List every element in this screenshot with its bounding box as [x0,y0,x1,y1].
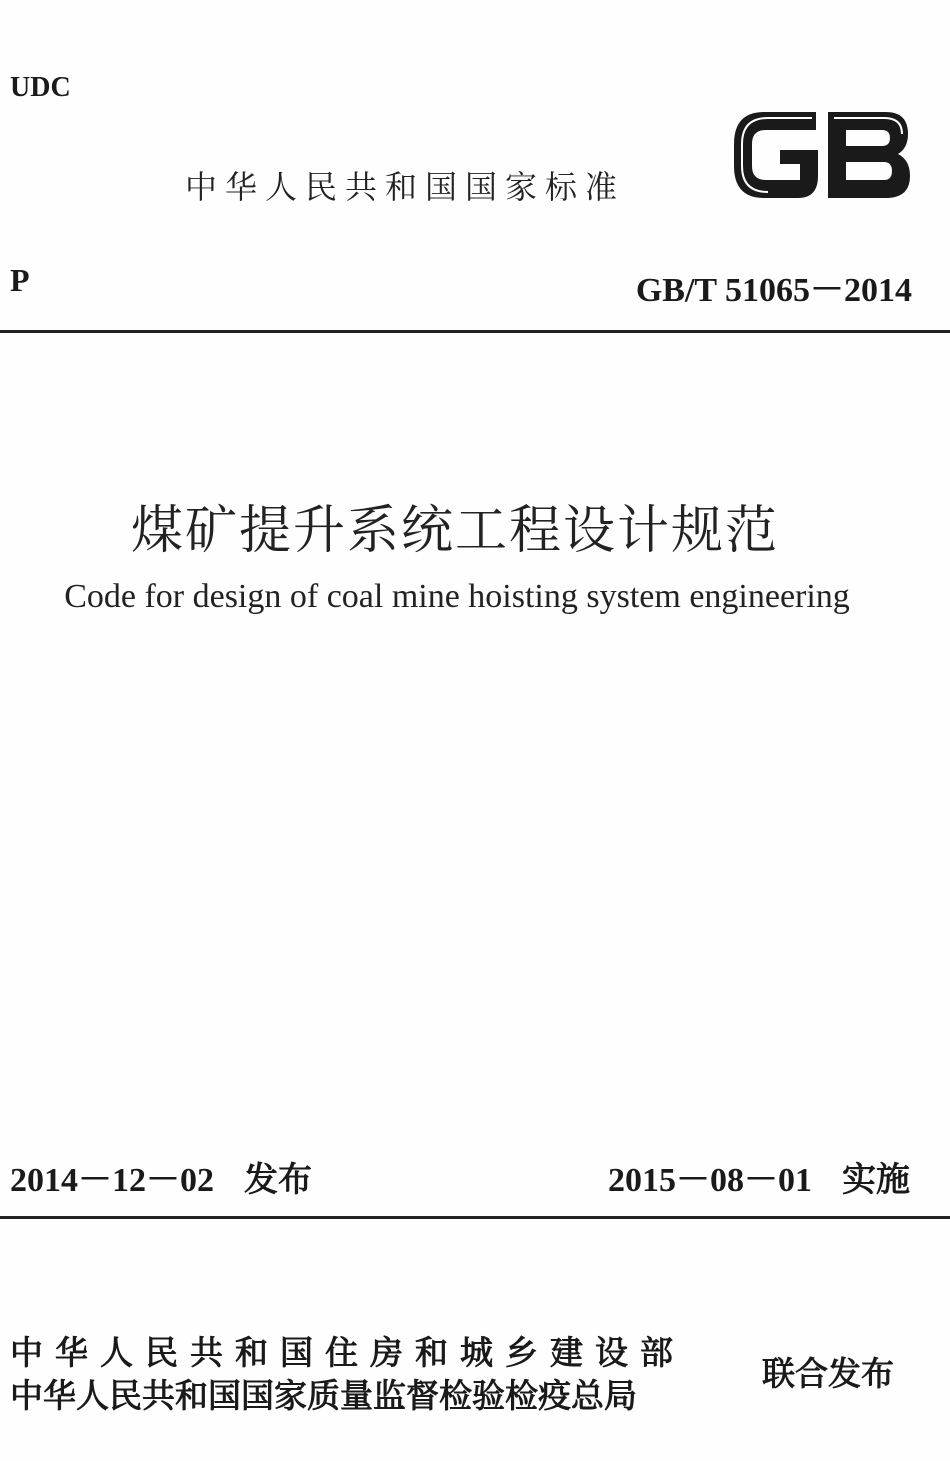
top-divider [0,330,950,333]
publish-info [10,1152,312,1201]
standard-type-heading: 中华人民共和国国家标准 [185,168,626,206]
implement-label: 实施 [842,1160,910,1200]
bottom-divider [0,1216,950,1219]
issuer-ministry: 中华人民共和国住房和城乡建设部 [10,1333,685,1372]
udc-label: UDC [10,72,71,103]
publish-date: 2014－12－02 [10,1162,214,1199]
publish-label: 发布 [244,1160,312,1200]
implement-info [608,1152,910,1201]
standard-number: GB/T 51065－2014 [635,272,912,309]
issuer-administration: 中华人民共和国国家质量监督检验检疫总局 [10,1376,637,1415]
gb-logo [728,104,914,204]
document-title-chinese: 煤矿提升系统工程设计规范 [130,501,779,561]
joint-issue-label: 联合发布 [762,1354,894,1393]
implement-date: 2015－08－01 [608,1162,812,1199]
document-title-english: Code for design of coal mine hoisting system engineering [64,578,850,615]
category-code: P [10,262,30,298]
